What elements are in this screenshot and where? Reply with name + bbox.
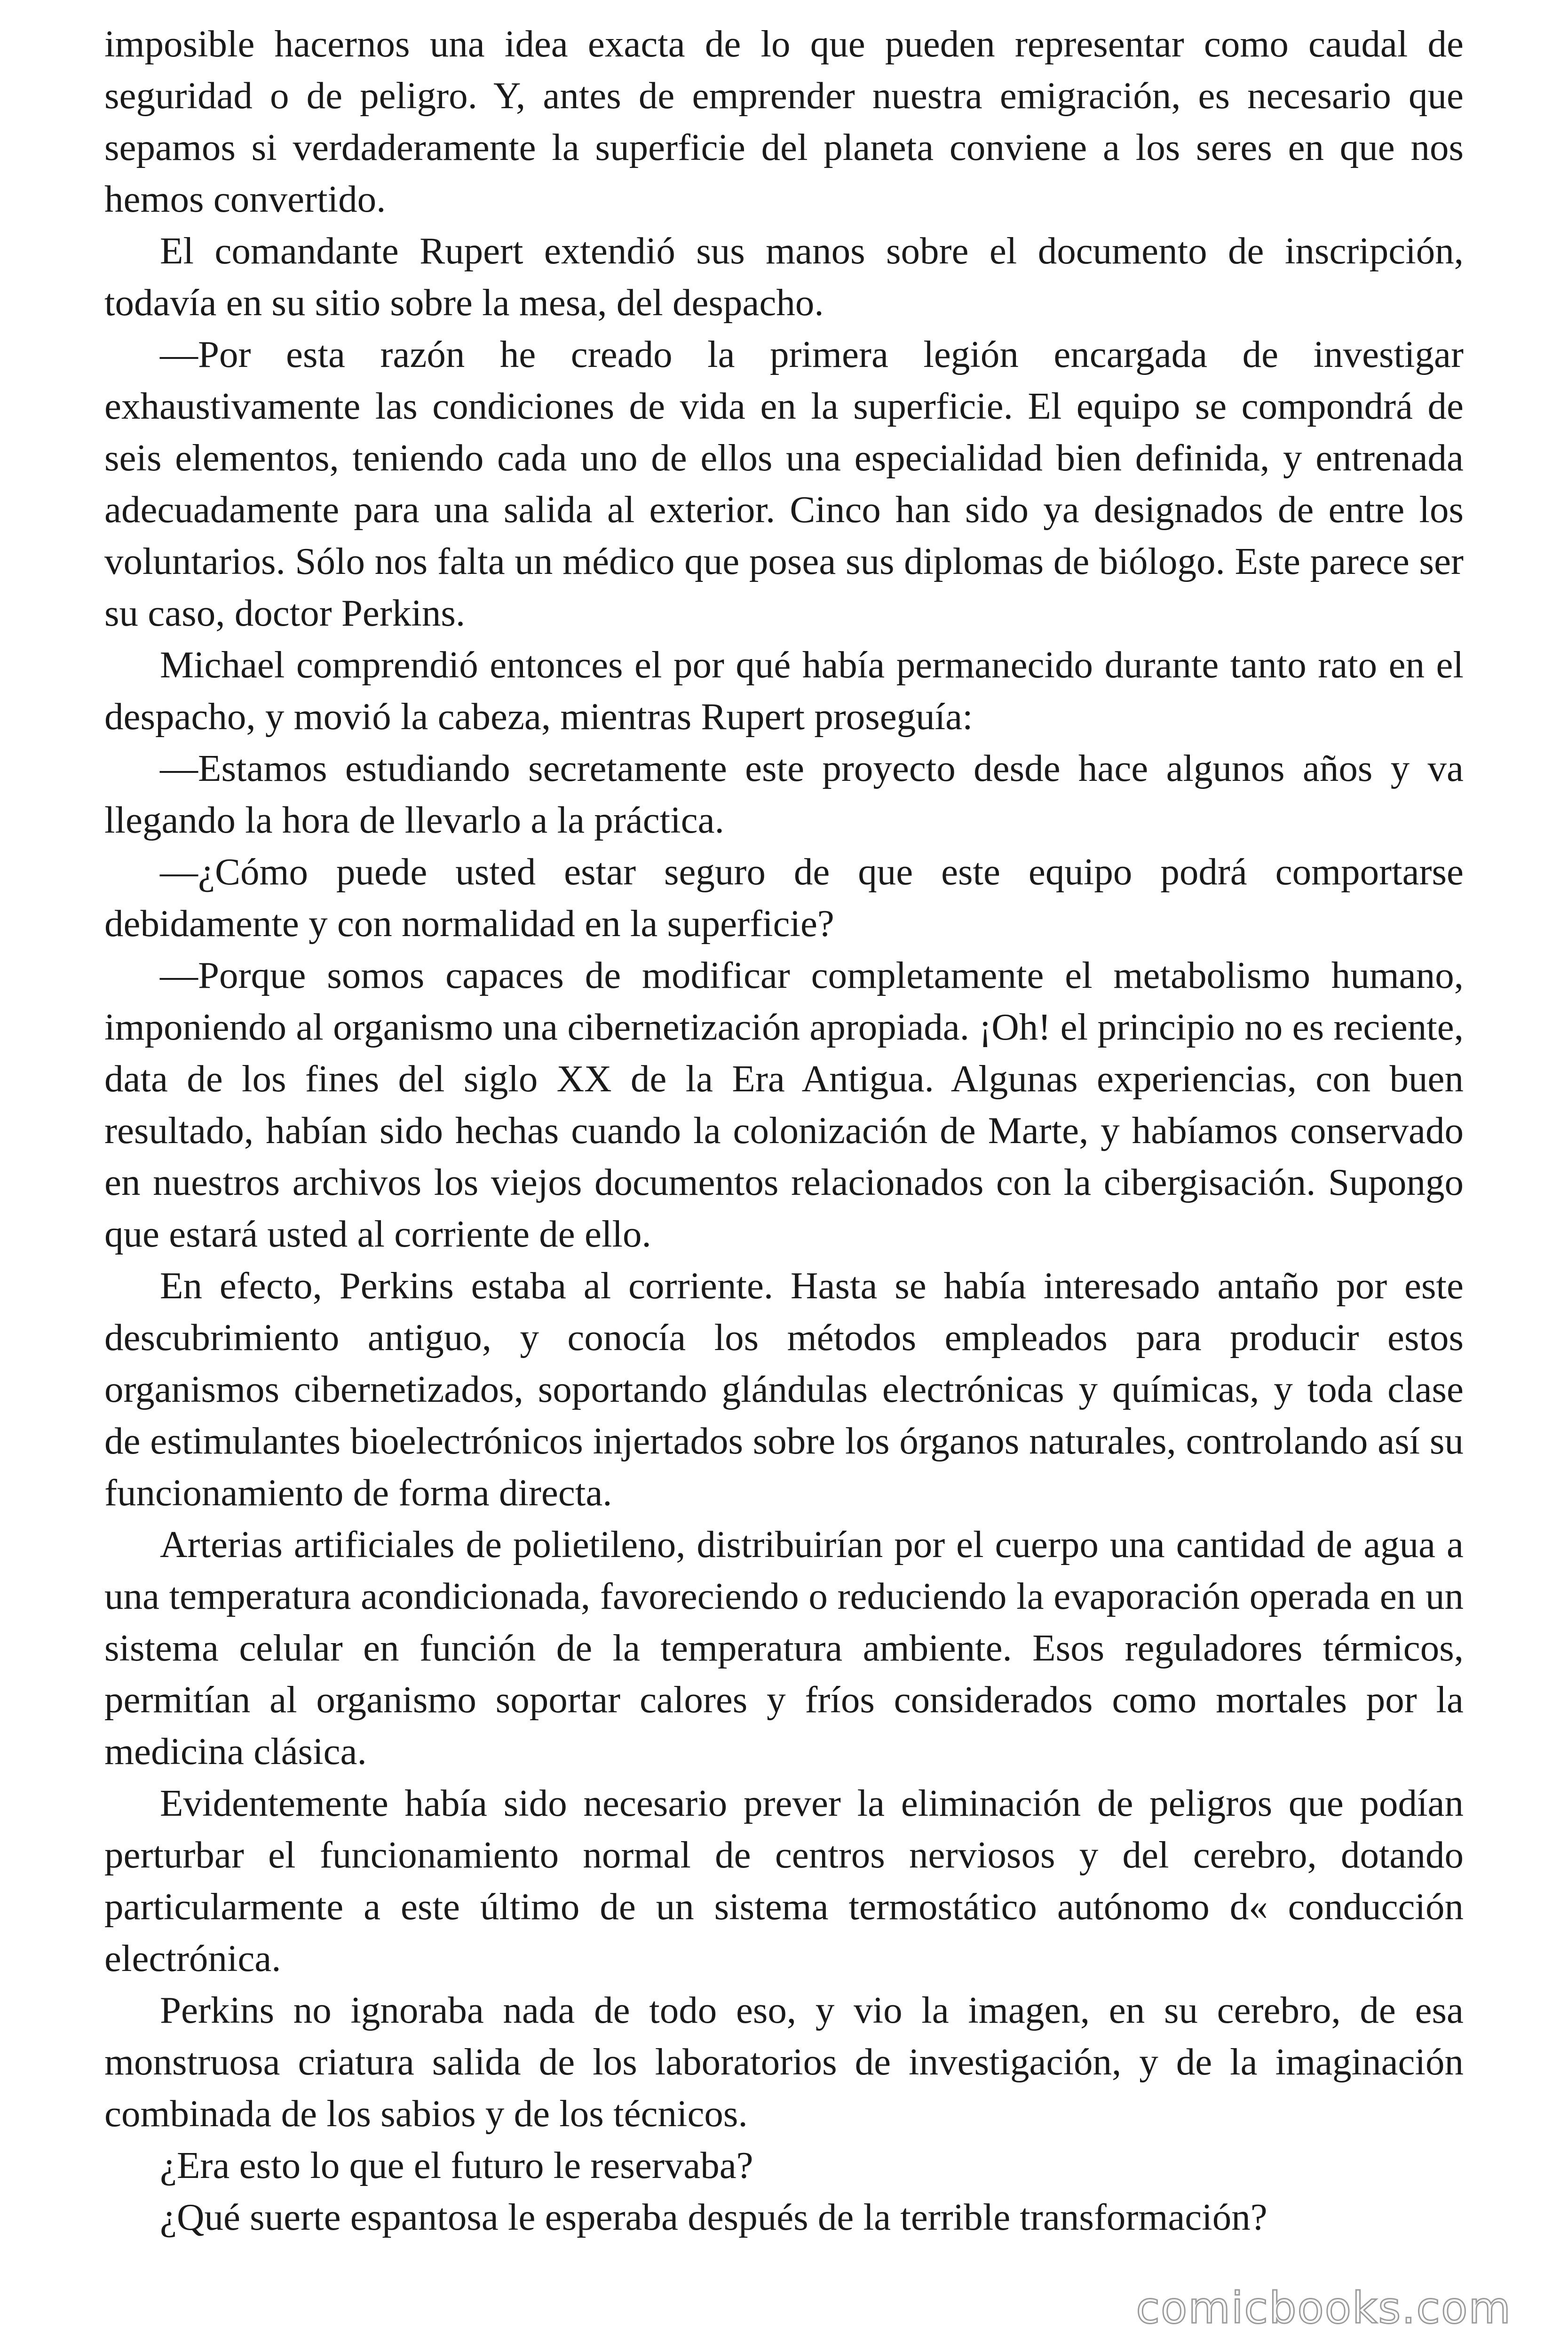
paragraph-3: —Por esta razón he creado la primera legión encargada de investigar exhaustivamente las condiciones de vida en la superficie. El equipo se compondrá de seis elementos, teniendo cada uno de ellos una especialidad bien definida, y entrenada adecuadamente para una salida al exterior. Cinco han sido ya designados de entre los voluntarios. Sólo nos falta un médico que posea sus diplomas de biólogo. Este parece ser su caso, doctor Perkins. (104, 333, 1464, 634)
paragraph-5: —Estamos estudiando secretamente este proyecto desde hace algunos años y va llegando la hora de llevarlo a la práctica. (104, 747, 1464, 841)
paragraph-6: —¿Cómo puede usted estar seguro de que este equipo podrá comportarse debidamente y con normalidad en la superficie? (104, 850, 1464, 945)
paragraph-10: Evidentemente había sido necesario prever la eliminación de peligros que podían perturbar el funcionamiento normal de centros nerviosos y del cerebro, dotando particularmente a este último de un sistema termostático autónomo d« conducción electrónica. (104, 1782, 1464, 1979)
paragraph-2: El comandante Rupert extendió sus manos sobre el documento de inscripción, todavía en su sitio sobre la mesa, del despacho. (104, 230, 1464, 324)
paragraph-13: ¿Qué suerte espantosa le esperaba después de la terrible transformación? (160, 2196, 1267, 2238)
paragraph-4: Michael comprendió entonces el por qué había permanecido durante tanto rato en el despacho, y movió la cabeza, mientras Rupert proseguía: (104, 644, 1464, 738)
watermark: comicbooks.com (1136, 2283, 1512, 2333)
paragraph-11: Perkins no ignoraba nada de todo eso, y vio la imagen, en su cerebro, de esa monstruosa criatura salida de los laboratorios de investigación, y de la imaginación combinada de los sabios y de los técnicos. (104, 1989, 1464, 2135)
paragraph-7: —Porque somos capaces de modificar completamente el metabolismo humano, imponiendo al organismo una cibernetización apropiada. ¡Oh! el principio no es reciente, data de los fines del siglo XX de la Era Antigua. Algunas experiencias, con buen resultado, habían sido hechas cuando la colonización de Marte, y habíamos conservado en nuestros archivos los viejos documentos relacionados con la cibergisación. Supongo que estará usted al corriente de ello. (104, 954, 1464, 1255)
paragraph-1: imposible hacernos una idea exacta de lo que pueden representar como caudal de seguridad o de peligro. Y, antes de emprender nuestra emigración, es necesario que sepamos si verdaderamente la superficie del planeta conviene a los seres en que nos hemos convertido. (104, 23, 1464, 220)
paragraph-8: En efecto, Perkins estaba al corriente. Hasta se había interesado antaño por este descubrimiento antiguo, y conocía los métodos empleados para producir estos organismos cibernetizados, soportando glándulas electrónicas y químicas, y toda clase de estimulantes bioelectrónicos injertados sobre los órganos naturales, controlando así su funcionamiento de forma directa. (104, 1264, 1464, 1514)
paragraph-12: ¿Era esto lo que el futuro le reservaba? (160, 2144, 753, 2186)
paragraph-9: Arterias artificiales de polietileno, distribuirían por el cuerpo una cantidad de agua a una temperatura acondicionada, favoreciendo o reduciendo la evaporación operada en un sistema celular en función de la temperatura ambiente. Esos reguladores térmicos, permitían al organismo soportar calores y fríos considerados como mortales por la medicina clásica. (104, 1523, 1464, 1772)
page-body (104, 18, 1464, 2243)
